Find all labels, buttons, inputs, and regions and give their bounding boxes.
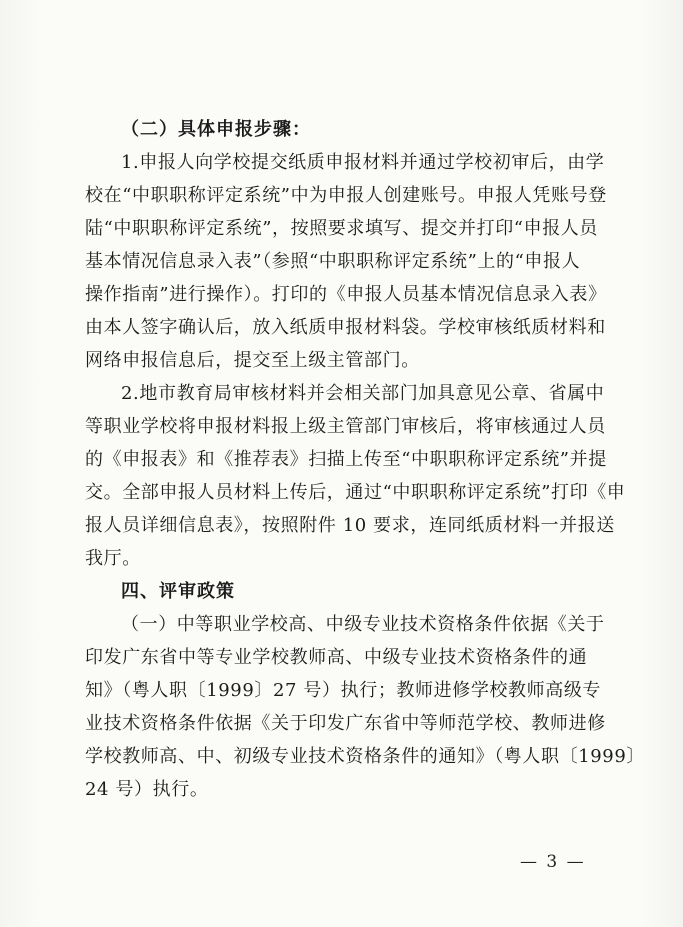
document-body <box>85 113 646 806</box>
paragraph-line: 24 号）执行。 <box>85 779 209 800</box>
paragraph-line: 1.申报人向学校提交纸质申报材料并通过学校初审后，由学 <box>121 152 605 173</box>
paragraph-line: 陆“中职职称评定系统”，按照要求填写、提交并打印“申报人员 <box>85 218 599 239</box>
section-heading-steps: （二）具体申报步骤： <box>121 119 311 140</box>
section-heading-policy: 四、评审政策 <box>121 581 235 602</box>
page-number: — 3 — <box>520 852 586 872</box>
paragraph-line: 网络申报信息后，提交至上级主管部门。 <box>85 350 420 371</box>
paragraph-line: 业技术资格条件依据《关于印发广东省中等师范学校、教师进修 <box>85 713 606 734</box>
paragraph-line: 报人员详细信息表》，按照附件 10 要求，连同纸质材料一并报送 <box>85 515 615 536</box>
paragraph-line: 学校教师高、中、初级专业技术资格条件的通知》（粤人职〔1999〕 <box>85 746 646 767</box>
paragraph-line: 印发广东省中等专业学校教师高、中级专业技术资格条件的通 <box>85 647 588 668</box>
paragraph-line: 等职业学校将申报材料报上级主管部门审核后，将审核通过人员 <box>85 416 606 437</box>
paragraph-line: 我厅。 <box>85 548 141 569</box>
paragraph-line: 校在“中职职称评定系统”中为申报人创建账号。申报人凭账号登 <box>85 185 607 206</box>
paragraph-line: （一）中等职业学校高、中级专业技术资格条件依据《关于 <box>121 614 605 635</box>
paragraph-line: 知》（粤人职〔1999〕27 号）执行；教师进修学校教师高级专 <box>85 680 602 701</box>
paragraph-line: 操作指南”进行操作）。打印的《申报人员基本情况信息录入表》 <box>85 284 607 305</box>
paragraph-line: 由本人签字确认后，放入纸质申报材料袋。学校审核纸质材料和 <box>85 317 606 338</box>
paragraph-line: 2.地市教育局审核材料并会相关部门加具意见公章、省属中 <box>121 383 605 404</box>
paragraph-line: 的《申报表》和《推荐表》扫描上传至“中职职称评定系统”并提 <box>85 449 607 470</box>
paragraph-line: 交。全部申报人员材料上传后，通过“中职职称评定系统”打印《申 <box>85 482 626 503</box>
paragraph-line: 基本情况信息录入表”（参照“中职职称评定系统”上的“申报人 <box>85 251 581 272</box>
